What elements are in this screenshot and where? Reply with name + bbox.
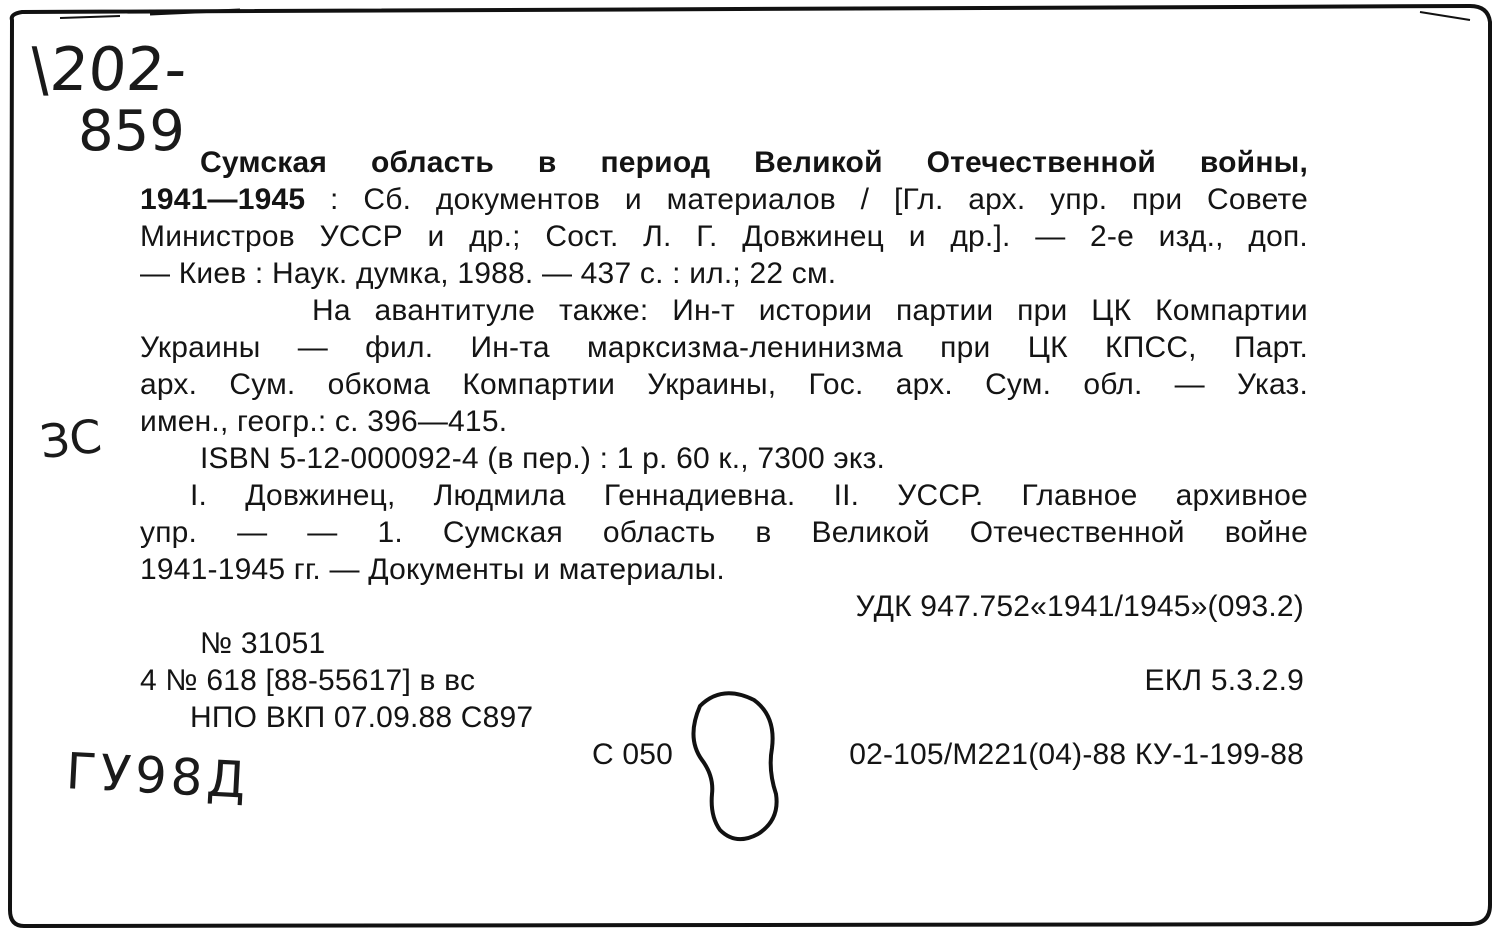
code-right: 02-105/М221(04)-88 КУ-1-199-88 bbox=[849, 738, 1304, 771]
word: Совете bbox=[1207, 183, 1308, 216]
note-line-3 bbox=[140, 368, 1308, 402]
word: 2-е bbox=[1090, 220, 1135, 253]
word: войны, bbox=[1199, 146, 1308, 179]
word: Главное bbox=[1021, 479, 1138, 512]
word: Украины, bbox=[647, 368, 777, 401]
word: и bbox=[908, 220, 926, 253]
word: период bbox=[600, 146, 711, 179]
word: область bbox=[602, 516, 716, 549]
word: Компартии bbox=[462, 368, 616, 401]
word: область bbox=[370, 146, 495, 179]
word: истории bbox=[758, 294, 873, 327]
word: Министров bbox=[140, 220, 295, 253]
entry-line-4: — Киев : Наук. думка, 1988. — 437 с. : ил.; 22 см. bbox=[140, 257, 837, 290]
word: авантитуле bbox=[374, 294, 536, 327]
word: арх. bbox=[895, 368, 953, 401]
word: др.]. bbox=[950, 220, 1011, 253]
word: Геннадиевна. bbox=[603, 479, 796, 512]
word: при bbox=[1132, 183, 1183, 216]
word: в bbox=[537, 146, 557, 179]
word: изд., bbox=[1158, 220, 1224, 253]
word: фил. bbox=[365, 331, 434, 364]
handwritten-catalog-number-1: \202- bbox=[27, 35, 189, 105]
word: Великой bbox=[811, 516, 930, 549]
word: др.; bbox=[469, 220, 521, 253]
word: УССР bbox=[319, 220, 403, 253]
word: Сум. bbox=[985, 368, 1052, 401]
note-line-2 bbox=[140, 331, 1308, 365]
word: — bbox=[237, 516, 268, 549]
card-number: № 31051 bbox=[200, 627, 326, 660]
word: Сост. bbox=[545, 220, 619, 253]
word: Великой bbox=[754, 146, 883, 179]
word: доп. bbox=[1248, 220, 1308, 253]
entry-line-3 bbox=[140, 220, 1308, 254]
word: I. bbox=[190, 479, 208, 512]
word: упр. bbox=[140, 516, 198, 549]
tracing-line-1 bbox=[190, 479, 1308, 513]
word: II. bbox=[833, 479, 860, 512]
note-line-4: имен., геогр.: с. 396—415. bbox=[140, 405, 508, 438]
handwritten-catalog-number-2: 859 bbox=[78, 99, 185, 164]
hole-punch bbox=[680, 690, 790, 850]
word: Парт. bbox=[1233, 331, 1308, 364]
word: документов bbox=[435, 183, 601, 216]
word: при bbox=[1017, 294, 1068, 327]
word: Довжинец, bbox=[245, 479, 396, 512]
word: ЦК bbox=[1027, 331, 1068, 364]
word: и bbox=[427, 220, 445, 253]
word: Сумская bbox=[200, 146, 328, 179]
order-line: 4 № 618 [88-55617] в вс bbox=[140, 664, 476, 697]
word: Сум. bbox=[229, 368, 296, 401]
word: при bbox=[940, 331, 991, 364]
word: Указ. bbox=[1237, 368, 1308, 401]
code-left: С 050 bbox=[592, 738, 674, 771]
word: — bbox=[297, 331, 328, 364]
word: Людмила bbox=[433, 479, 566, 512]
word: [Гл. bbox=[893, 183, 944, 216]
word: Сб. bbox=[363, 183, 412, 216]
isbn-line: ISBN 5-12-000092-4 (в пер.) : 1 р. 60 к., 7300 экз. bbox=[200, 442, 886, 475]
word: Ин-та bbox=[470, 331, 550, 364]
word: материалов bbox=[666, 183, 836, 216]
handwritten-note-bottom: ГУ98Д bbox=[64, 742, 252, 810]
word: / bbox=[860, 183, 870, 216]
word: Довжинец bbox=[742, 220, 885, 253]
word: войне bbox=[1224, 516, 1308, 549]
word: Отечественной bbox=[926, 146, 1157, 179]
word: — bbox=[1035, 220, 1066, 253]
word: обл. bbox=[1083, 368, 1143, 401]
word: марксизма-ленинизма bbox=[586, 331, 903, 364]
tracing-line-3: 1941-1945 гг. — Документы и материалы. bbox=[140, 553, 725, 586]
entry-line-1 bbox=[200, 146, 1308, 180]
word: Л. bbox=[643, 220, 672, 253]
udk-code: УДК 947.752«1941/1945»(093.2) bbox=[855, 590, 1304, 623]
word: Г. bbox=[696, 220, 718, 253]
word: Гос. bbox=[808, 368, 864, 401]
word: и bbox=[624, 183, 642, 216]
word: обкома bbox=[327, 368, 431, 401]
word: также: bbox=[558, 294, 649, 327]
word: : bbox=[330, 183, 339, 216]
word: Отечественной bbox=[969, 516, 1185, 549]
word: — bbox=[1174, 368, 1205, 401]
word: ЦК bbox=[1091, 294, 1132, 327]
word: Компартии bbox=[1155, 294, 1308, 327]
word: арх. bbox=[140, 368, 198, 401]
npo-line: НПО ВКП 07.09.88 С897 bbox=[190, 701, 534, 734]
word: партии bbox=[895, 294, 994, 327]
note-line-1 bbox=[312, 294, 1308, 328]
word: 1941—1945 bbox=[140, 183, 306, 216]
entry-line-2 bbox=[140, 183, 1308, 217]
word: УССР. bbox=[897, 479, 984, 512]
ekl-code: ЕКЛ 5.3.2.9 bbox=[1144, 664, 1304, 697]
word: арх. bbox=[968, 183, 1026, 216]
handwritten-note-left: ЗС bbox=[37, 408, 105, 470]
word: На bbox=[312, 294, 351, 327]
word: — bbox=[307, 516, 338, 549]
word: КПСС, bbox=[1105, 331, 1197, 364]
word: в bbox=[755, 516, 772, 549]
word: Сумская bbox=[442, 516, 563, 549]
word: 1. bbox=[377, 516, 403, 549]
tracing-line-2 bbox=[140, 516, 1308, 550]
word: Ин-т bbox=[672, 294, 735, 327]
word: архивное bbox=[1175, 479, 1308, 512]
word: Украины bbox=[140, 331, 261, 364]
word: упр. bbox=[1050, 183, 1108, 216]
